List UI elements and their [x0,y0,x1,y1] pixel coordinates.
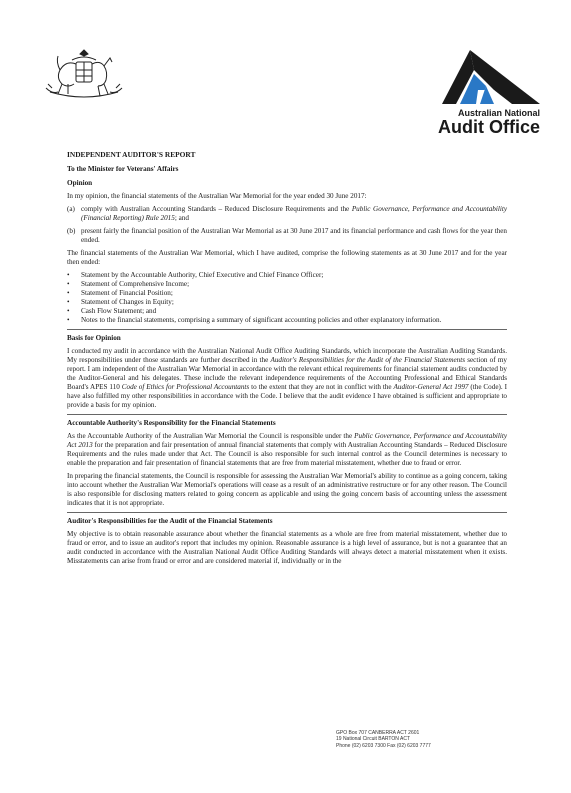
logo-line-2: Audit Office [438,117,540,137]
accountable-paragraph-2: In preparing the financial statements, the Council is responsible for assessing the Australian War Memorial's ability to continue as a going concern, taking into account whether the Australian War Memorial's operations will cease as a result of an administrative restructure or for any other reason. The Council is also responsible for disclosing matters related to going concern as applicable and using the going concern basis of accounting unless the assessment indicates that it is not appropriate. [67,472,507,507]
auditor-paragraph-1: My objective is to obtain reasonable assurance about whether the financial statements as a whole are free from material misstatement, whether due to fraud or error, and to issue an auditor's report that includes my opinion. Reasonable assurance is a high level of assurance, but is not a guarantee that an audit conducted in accordance with the Australian National Audit Office Auditing Standards will always detect a material misstatement when it exists. Misstatements can arise from fraud or error and are considered material if, individually or in the [67,530,507,565]
statements-intro: The financial statements of the Australian War Memorial, which I have audited, comprise the following statements as at 30 June 2017 and for the year then ended: [67,249,507,266]
address-line-1: GPO Box 707 CANBERRA ACT 2601 [336,730,420,736]
list-item: • Statement by the Accountable Authority, Chief Executive and Chief Finance Officer; [67,271,324,279]
addressee: To the Minister for Veterans' Affairs [67,165,179,173]
address-line-3: Phone (02) 6203 7300 Fax (02) 6203 7777 [336,742,431,749]
address-line-2: 19 National Circuit BARTON ACT [336,736,411,743]
divider [67,329,507,330]
logo-line-1: Australian National [457,108,540,118]
opinion-heading: Opinion [67,179,93,187]
list-item: • Notes to the financial statements, comprising a summary of significant accounting policies and other explanatory information. [67,316,442,324]
list-item: • Cash Flow Statement; and [67,307,157,315]
opinion-item-a-text: comply with Australian Accounting Standards – Reduced Disclosure Requirements and the Public Governance, Performance and Accountability (Financial Reporting) Rule 2015; and [81,205,507,222]
statements-list [67,271,507,325]
accountable-paragraph-1: As the Accountable Authority of the Australian War Memorial the Council is responsible under the Public Governance, Performance and Accountability Act 2013 for the preparation and fair presentation of annual financial statements that comply with Australian Accounting Standards – Reduced Disclosure Requirements and the rules made under that Act. The Council is also responsible for such internal control as the Council determines is necessary to enable the preparation and fair presentation of financial statements that are free from material misstatement, whether due to fraud or error. [67,432,507,467]
opinion-item-b [67,227,507,245]
opinion-item-b-text: present fairly the financial position of the Australian War Memorial as at 30 June 2017 and its financial performance and cash flows for the year then ended. [81,227,507,244]
opinion-item-a-label: (a) [67,205,75,213]
office-address [336,730,431,749]
opinion-item-b-label: (b) [67,227,76,235]
basis-paragraph: I conducted my audit in accordance with the Australian National Audit Office Auditing Standards, which incorporate the Australian Auditing Standards. My responsibilities under those standards are further described in the Auditor's Responsibilities for the Audit of the Financial Statements section of my report. I am independent of the Australian War Memorial in accordance with the relevant ethical requirements for financial statement audits conducted by the Auditor-General and his delegates. These include the relevant independence requirements of the Accounting Professional and Ethical Standards Board's APES 110 Code of Ethics for Professional Accountants to the extent that they are not in conflict with the Auditor-General Act 1997 (the Code). I have also fulfilled my other responsibilities in accordance with the Code. I believe that the audit evidence I have obtained is sufficient and appropriate to provide a basis for my opinion. [67,347,507,409]
coat-of-arms-icon [40,48,128,104]
accountable-heading: Accountable Authority's Responsibility for the Financial Statements [67,419,276,427]
list-item: • Statement of Financial Position; [67,289,173,297]
list-item: • Statement of Comprehensive Income; [67,280,190,288]
auditor-heading: Auditor's Responsibilities for the Audit of the Financial Statements [67,517,273,525]
divider [67,414,507,415]
report-title: INDEPENDENT AUDITOR'S REPORT [67,150,196,159]
opinion-intro: In my opinion, the financial statements of the Australian War Memorial for the year ended 30 June 2017: [67,192,367,200]
report-body [67,150,507,570]
basis-heading: Basis for Opinion [67,334,121,342]
anao-logo-icon [420,46,540,108]
list-item: • Statement of Changes in Equity; [67,298,174,306]
divider [67,512,507,513]
opinion-item-a [67,205,507,223]
anao-logo [420,46,540,138]
